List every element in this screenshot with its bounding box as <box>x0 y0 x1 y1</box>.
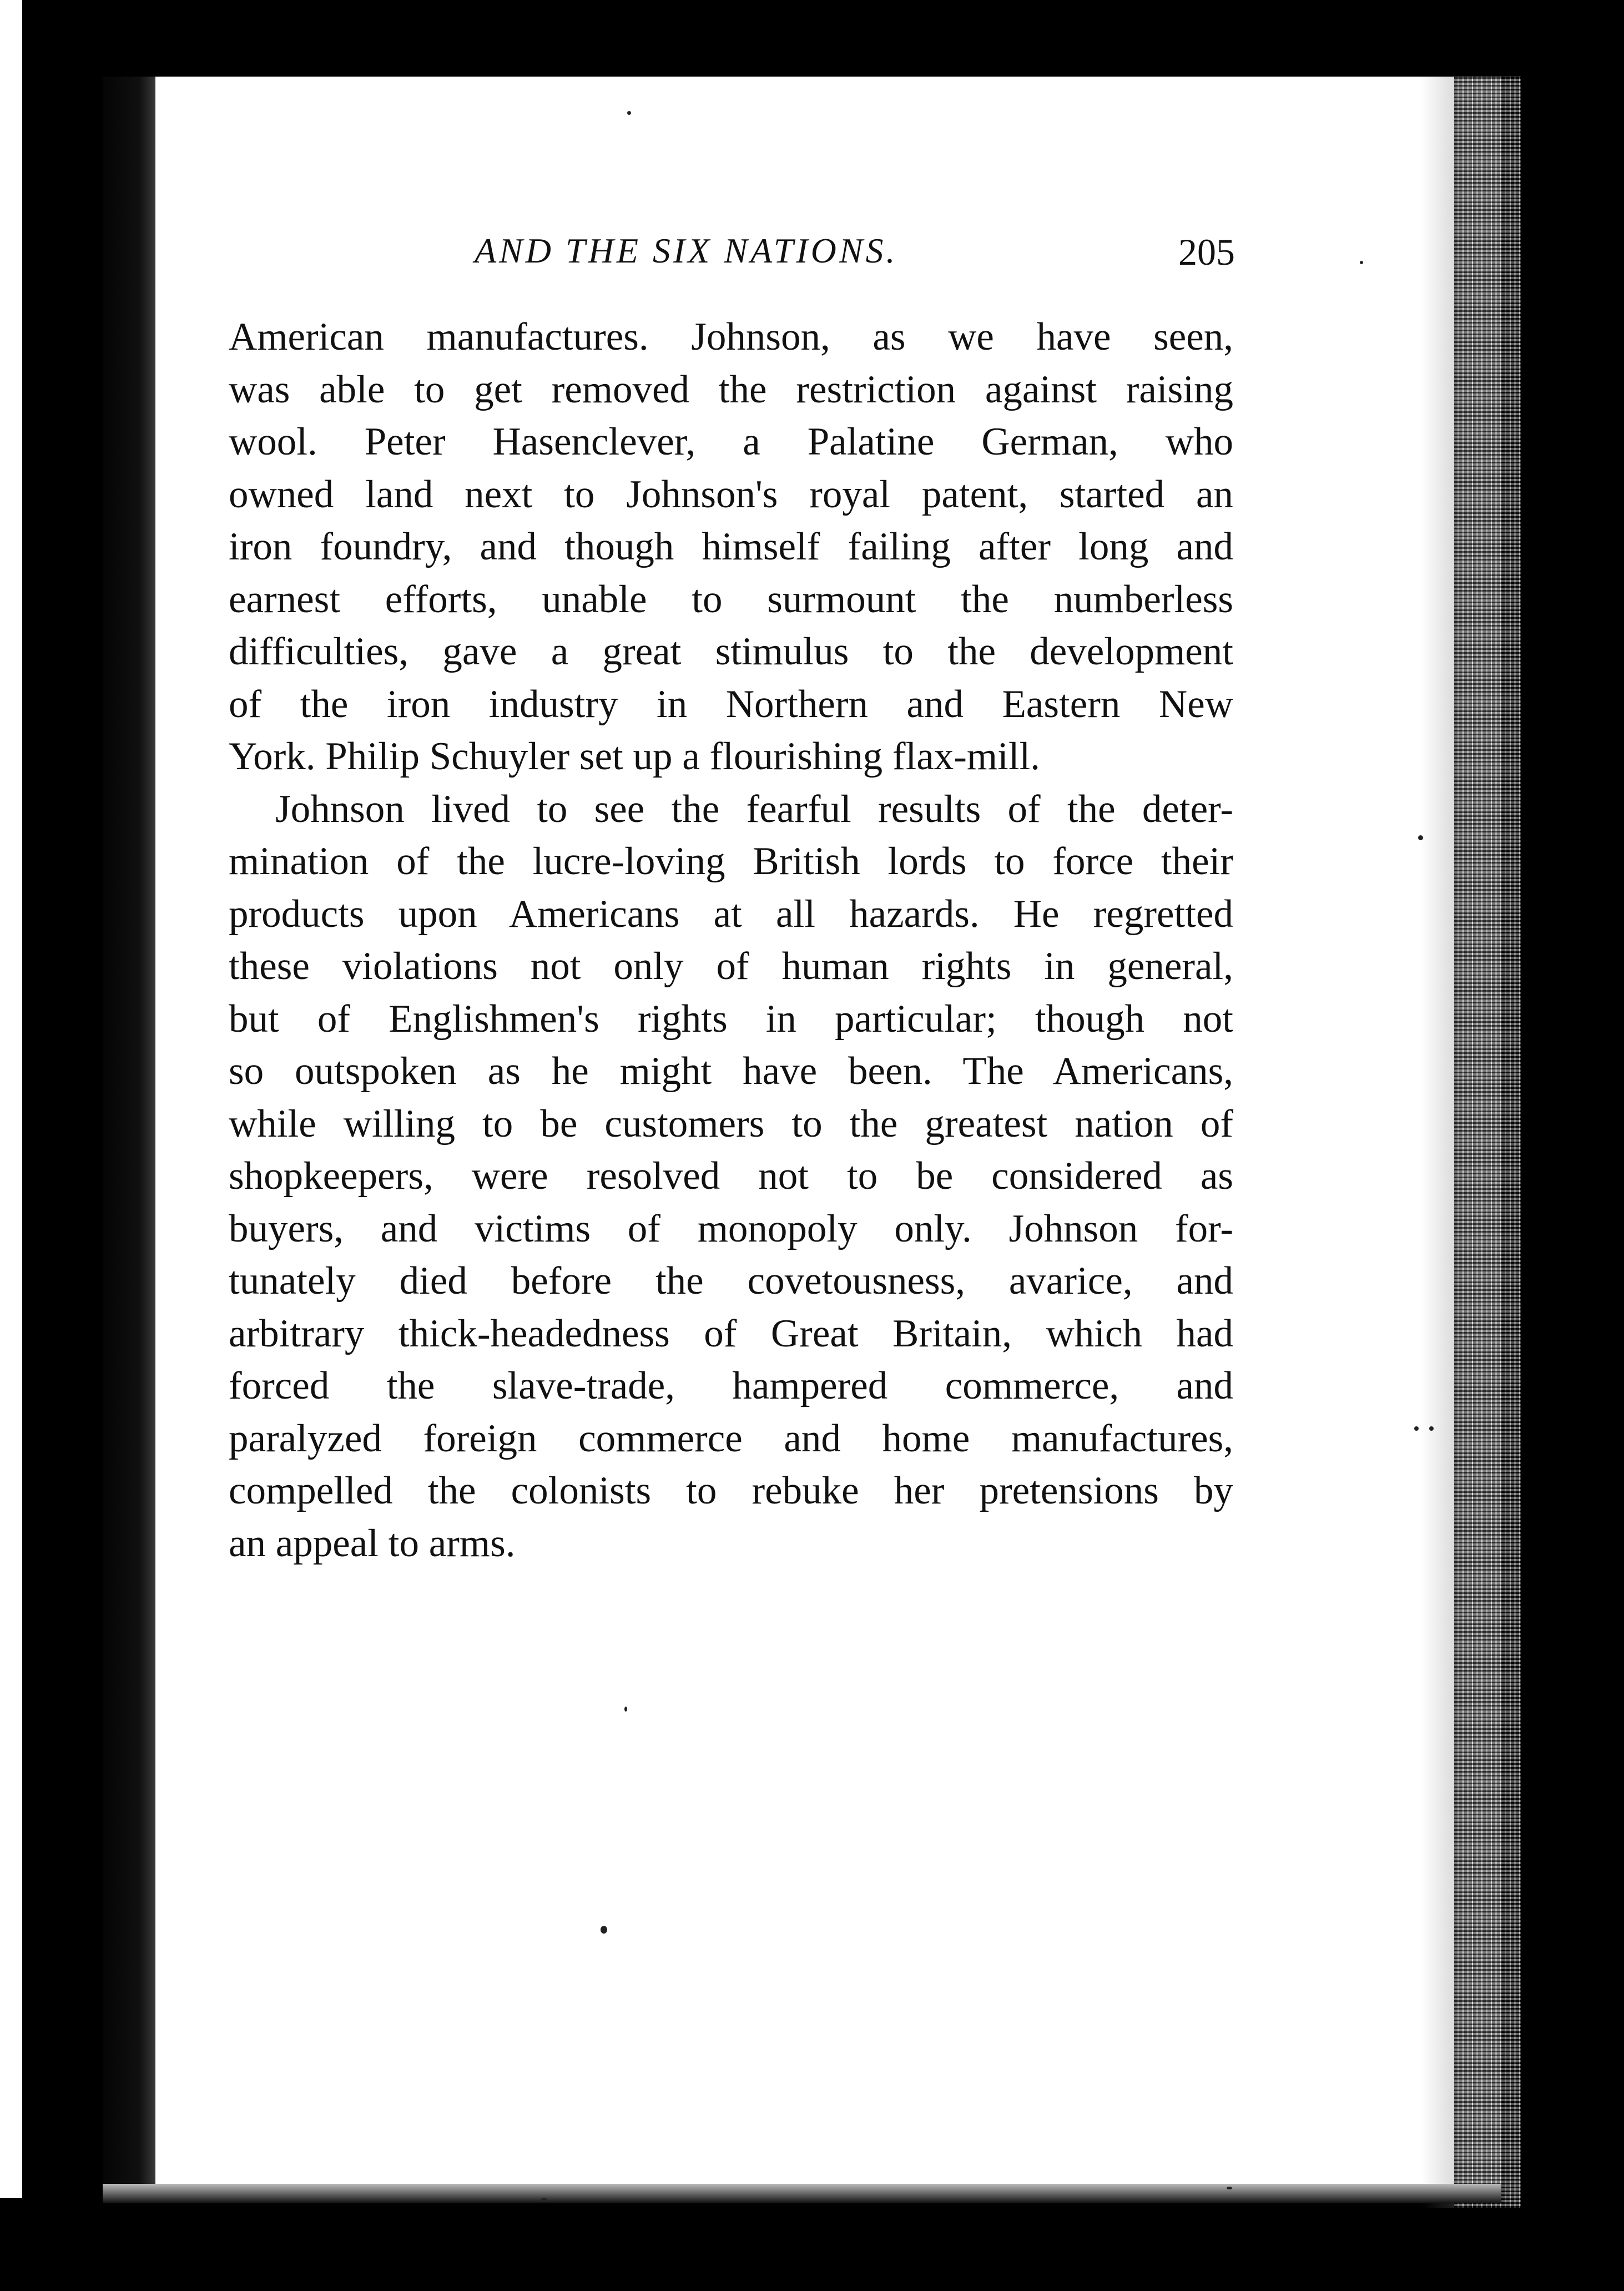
text-line: so outspoken as he might have been. The Americans, <box>229 1049 1233 1093</box>
text-line: American manufactures. Johnson, as we have seen, <box>229 315 1233 359</box>
bottom-edge-shadow <box>103 2184 1501 2203</box>
text-line: earnest efforts, unable to surmount the numberless <box>229 577 1233 621</box>
page-number: 205 <box>1178 231 1235 273</box>
fore-edge-page-stack <box>1454 77 1521 2208</box>
text-line: an appeal to arms. <box>229 1521 516 1565</box>
text-line: York. Philip Schuyler set up a flourishing flax-mill. <box>229 735 1041 778</box>
running-header <box>225 230 1249 275</box>
text-line: shopkeepers, were resolved not to be considered as <box>229 1154 1233 1198</box>
text-line: was able to get removed the restriction against raising <box>229 367 1233 411</box>
text-line: mination of the lucre-loving British lords to force their <box>229 840 1233 883</box>
text-line: products upon Americans at all hazards. He regretted <box>229 892 1233 936</box>
body-text <box>229 311 1233 1570</box>
text-line: forced the slave-trade, hampered commerce, and <box>229 1364 1233 1407</box>
paragraph <box>229 311 1233 783</box>
running-title: AND THE SIX NATIONS. <box>475 231 898 270</box>
text-line: paralyzed foreign commerce and home manufactures, <box>229 1416 1233 1460</box>
text-line: compelled the colonists to rebuke her pretensions by <box>229 1469 1233 1512</box>
scan-speck <box>627 111 631 115</box>
text-line: iron foundry, and though himself failing after long and <box>229 525 1233 568</box>
scan-speck <box>541 2198 547 2201</box>
text-line: Johnson lived to see the fearful results of the deter- <box>275 787 1233 831</box>
scan-speck <box>1418 835 1423 840</box>
gutter-shadow <box>103 77 155 2197</box>
scan-speck <box>1360 261 1363 264</box>
text-line: difficulties, gave a great stimulus to the development <box>229 630 1233 673</box>
scan-speck <box>1429 1426 1434 1431</box>
text-line: wool. Peter Hasenclever, a Palatine German, who <box>229 420 1233 463</box>
text-line: these violations not only of human rights in general, <box>229 945 1233 988</box>
text-line: of the iron industry in Northern and Eastern New <box>229 682 1233 726</box>
text-line: while willing to be customers to the greatest nation of <box>229 1102 1233 1146</box>
scan-speck <box>1414 1426 1419 1431</box>
scan-speck <box>1227 2187 1232 2189</box>
scan-speck <box>624 1707 627 1712</box>
text-line: buyers, and victims of monopoly only. Johnson for- <box>229 1207 1233 1250</box>
text-line: owned land next to Johnson's royal patent, started an <box>229 472 1233 516</box>
text-line: tunately died before the covetousness, avarice, and <box>229 1259 1233 1303</box>
paragraph <box>229 783 1233 1570</box>
text-line: arbitrary thick-headedness of Great Britain, which had <box>229 1311 1233 1355</box>
text-line: but of Englishmen's rights in particular; though not <box>229 997 1233 1041</box>
scan-speck <box>601 1926 607 1934</box>
left-binding-edge <box>0 0 22 2198</box>
